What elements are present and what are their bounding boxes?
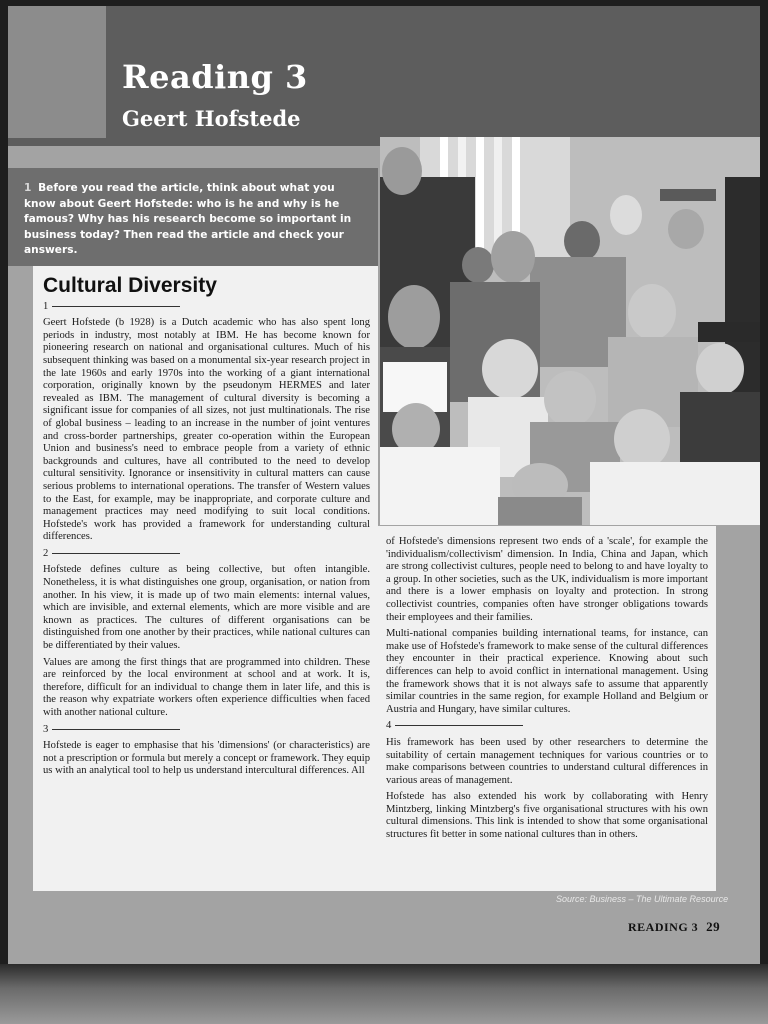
answer-blank-4 [395,725,523,726]
header-corner-block [8,6,106,138]
textbook-page [8,6,760,964]
intro-task [8,168,378,259]
reading-subtitle: Geert Hofstede [122,106,301,131]
footer-label: READING 3 [628,920,699,934]
scan-bottom-edge [0,964,768,1024]
section-number-1: 1 [43,301,370,314]
article-left-column [33,266,378,891]
paragraph: Values are among the first things that are programmed into children. These are reinforced by the local environment at school and at work. It is, therefore, difficult for an individual to change them in later life, and this is the reason why expatriate workers often experience difficulties when faced with another national culture. [43,656,370,718]
page-number: 29 [706,919,721,934]
paragraph: Hofstede defines culture as being collective, but often intangible. Nonetheless, it is what distinguishes one group, organisation, or nation from another. In his view, it is made up of two main elements: internal values, which are invisible, and external elements, which are more visible and are known as practices. The cultures of different organisations can be distinguished from one another by their practices, while national cultures can be differentiated by their values. [43,564,370,652]
section-number-2: 2 [43,548,370,561]
group-photo [380,137,760,525]
header-band [8,6,760,146]
article-right-column [378,526,716,891]
section-number-4: 4 [386,720,708,733]
article-heading: Cultural Diversity [43,274,217,297]
source-credit: Source: Business – The Ultimate Resource [556,894,729,904]
paragraph: Hofstede has also extended his work by collaborating with Henry Mintzberg, linking Mintzberg's five organisational structures with his own cultural dimensions. This link is intended to show that some organisational structures fit better in some national cultures than in others. [386,791,708,841]
answer-blank-1 [52,306,180,307]
paragraph: of Hofstede's dimensions represent two ends of a 'scale', for example the 'individualism/collectivism' dimension. In India, China and Japan, which are strong collectivist cultures, people need to belong to and have loyalty to a group. In other societies, such as the UK, individualism is more important and there is a lower emphasis on loyalty and protection. In strong collectivist countries, companies often have stronger obligations towards their employees and their families. [386,536,708,623]
page-footer [628,919,720,935]
intro-task-box [8,168,378,266]
intro-task-number: 1 [24,182,32,194]
answer-blank-3 [52,729,180,730]
paragraph: His framework has been used by other researchers to determine the suitability of certain management techniques for various countries or to make comparisons between countries to understand cultural differences in various areas of management. [386,736,708,786]
answer-blank-2 [52,553,180,554]
section-number-3: 3 [43,724,370,737]
paragraph: Geert Hofstede (b 1928) is a Dutch academic who has also spent long periods in industry, most notably at IBM. He has become known for pioneering research on national and organisational cultures. Much of his subsequent thinking was based on a monumental six-year research project in the late 1960s and early 1970s into the working of a giant international corporation, originally known by the pseudonym HERMES and later revealed as IBM. The management of cultural diversity is becoming a significant issue for companies of all sizes, not just multinationals. The rise of global business – leading to an increase in the number of joint ventures and cross-border partnerships, greater co-operation within the European Union and business's need to embrace people from a variety of ethnic backgrounds and cultures, have all contributed to the need to develop cultural sensitivity. Ignorance or insensitivity in cultural matters can cause serious problems to international operations. The transfer of Western values to the East, for example, may be inappropriate, and corporate culture and management practices may need modifying to suit local conditions. Hofstede's work has provided a framework for understanding cultural differences. [43,317,370,543]
intro-task-text: Before you read the article, think about what you know about Geert Hofstede: who is he and why is he famous? Why has his research become so important in business today? Then read the article and check your answers. [24,182,352,257]
paragraph: Multi-national companies building international teams, for instance, can make use of Hofstede's framework to make sense of the cultural differences they encounter in their practical experience. Knowing about such differences can help to avoid conflict in international management. Using the framework shows that it is not always safe to assume that apparently similar countries in the same region, for example Holland and Belgium or Austria and Hungary, have similar cultures. [386,628,708,715]
paragraph: Hofstede is eager to emphasise that his 'dimensions' (or characteristics) are not a prescription or formula but merely a concept or framework. They equip us with an analytical tool to help us understand intercultural differences. All [43,740,370,777]
reading-title: Reading 3 [122,58,308,96]
